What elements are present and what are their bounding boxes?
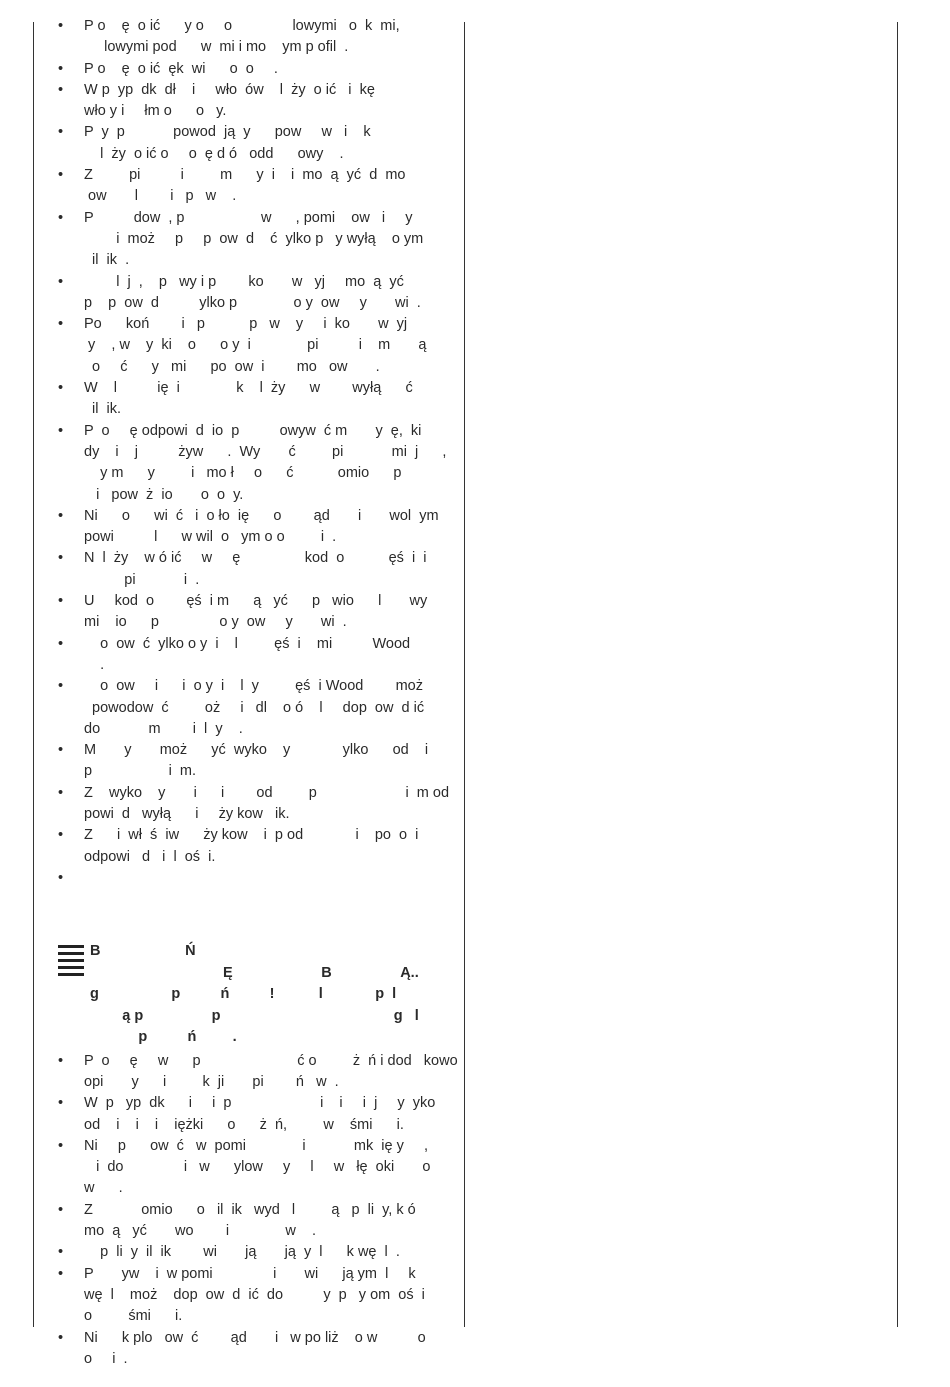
list-item	[58, 634, 440, 677]
list-item-line: • Z pi i m y i i mo ą yć d mo	[84, 167, 406, 184]
list-item-line: powi d wyłą i ży kow ik.	[84, 805, 290, 822]
list-item-line: • p li y il ik wi ją ją y l k wę l .	[84, 1244, 400, 1261]
list-item-line: powi l w wil o ym o o i .	[84, 529, 337, 546]
list-item-line: y m y i mo ł o ć omio p	[84, 465, 402, 482]
list-item-line: • Ni o wi ć i o ło ię o ąd i wol ym	[84, 507, 439, 524]
list-item	[58, 868, 440, 889]
heading-line: p ń .	[90, 1029, 237, 1046]
list-item-line: • Z wyko y i i od p i m od	[84, 784, 450, 801]
safety-instructions-list	[58, 16, 450, 889]
list-item	[58, 740, 440, 783]
list-item-line: y , w y ki o o y i pi i m ą	[84, 337, 427, 354]
list-item	[58, 208, 440, 272]
list-item-line: • Z i wł ś iw ży kow i p od i po o i	[84, 827, 419, 844]
list-item-line: lowymi pod w mi i mo ym p ofil .	[84, 39, 349, 56]
list-item-line: • P o ę odpowi d io p owyw ć m y ę, ki	[84, 422, 422, 439]
list-item-line: • Ni k plo ow ć ąd i w po liż o w o	[84, 1329, 426, 1346]
list-item-line: • o ow ć ylko o y i l ęś i mi Wood	[84, 635, 411, 652]
list-item-line: o i .	[84, 1350, 128, 1367]
list-item	[58, 783, 450, 826]
list-item-line: .	[84, 656, 105, 673]
list-item-line: dy i j żyw . Wy ć pi mi j ,	[84, 443, 447, 460]
list-item	[58, 314, 440, 378]
list-item	[58, 676, 440, 740]
list-item	[58, 378, 440, 421]
list-item	[58, 1242, 440, 1263]
list-item-line: ow l i p w .	[84, 188, 237, 205]
list-item	[58, 165, 440, 208]
list-item-line: i moż p p ow d ć ylko p y wyłą o ym	[84, 230, 424, 247]
list-item-line: wło y i łm o o y.	[84, 103, 227, 120]
list-item-line: il ik .	[84, 252, 130, 269]
list-item-line: w .	[84, 1180, 123, 1197]
list-item-line: o ć y mi po ow i mo ow .	[84, 358, 380, 375]
list-item-line: • M y moż yć wyko y ylko od i	[84, 742, 429, 759]
list-item-line: • P dow , p w , pomi ow i y	[84, 209, 413, 226]
list-item-line: l ży o ić o o ę d ó odd owy .	[84, 145, 344, 162]
list-item-line: wę l moż dop ow d ić do y p y om oś i	[84, 1286, 425, 1303]
list-item	[58, 59, 440, 80]
list-item-line: od i i i iężki o ż ń, w śmi i.	[84, 1116, 404, 1133]
list-item-line: • P o ę o ić y o o lowymi o k mi,	[84, 18, 400, 34]
list-item-line: • P o ę o ić ęk wi o o .	[84, 60, 278, 77]
list-item	[58, 548, 440, 591]
heading-line: ą p p g l	[90, 1007, 419, 1024]
list-item	[58, 80, 440, 123]
list-item-line: • W l ię i k l ży w wyłą ć	[84, 380, 413, 397]
list-item-line: p i m.	[84, 763, 196, 780]
list-item-line: pi i .	[84, 571, 200, 588]
list-item	[58, 591, 440, 634]
list-item-line	[84, 868, 440, 889]
list-item-line: mi io p o y ow y wi .	[84, 614, 347, 631]
list-item-line: opi y i k ji pi ń w .	[84, 1073, 339, 1090]
list-item-line: • N l ży w ó ić w ę kod o ęś i i	[84, 550, 427, 567]
list-item-line: • U kod o ęś i m ą yć p wio l wy	[84, 593, 428, 610]
list-item-line: • P y p powod ją y pow w i k	[84, 124, 371, 141]
list-item	[58, 16, 440, 59]
list-item	[58, 272, 440, 315]
list-item	[58, 1051, 458, 1094]
list-item-line: i do i w ylow y l w łę oki o	[84, 1159, 431, 1176]
list-item	[58, 421, 447, 506]
list-item	[58, 1264, 440, 1328]
text-column	[58, 16, 458, 1370]
heading-line: Ę B Ą..	[90, 964, 419, 981]
list-item-line: • Po koń i p p w y i ko w yj	[84, 316, 408, 333]
list-item-line: i pow ż io o o y.	[84, 486, 244, 503]
list-item-line: • P yw i w pomi i wi ją ym l k	[84, 1265, 416, 1282]
list-item-line: • Ni p ow ć w pomi i mk ię y ,	[84, 1137, 429, 1154]
list-item-line: mo ą yć wo i w .	[84, 1223, 317, 1240]
list-item-line: • P o ę w p ć o ż ń i dod kowo	[84, 1052, 458, 1069]
list-item-line: do m i l y .	[84, 720, 243, 737]
list-item	[58, 1136, 440, 1200]
list-item	[58, 1200, 440, 1243]
list-item-line: • W p yp dk i i p i i i j y yko	[84, 1095, 436, 1112]
warning-lines-icon	[58, 945, 84, 981]
left-column-rule	[33, 22, 34, 1327]
list-item-line: p p ow d ylko p o y ow y wi .	[84, 294, 421, 311]
warning-instructions-list	[58, 1051, 458, 1370]
heading-line: B Ń	[90, 943, 196, 960]
list-item-line: powodow ć oż i dl o ó l dop ow d ić	[84, 699, 425, 716]
list-item	[58, 825, 440, 868]
list-item-line: • W p yp dk dł i wło ów l ży o ić i kę	[84, 81, 375, 98]
right-column-rule	[897, 22, 898, 1327]
middle-column-rule	[464, 22, 465, 1327]
list-item-line: • l j , p wy i p ko w yj mo ą yć	[84, 273, 404, 290]
heading-line: g p ń ! l p l	[90, 986, 397, 1003]
list-item-line: o śmi i.	[84, 1308, 183, 1325]
list-item	[58, 506, 440, 549]
list-item	[58, 122, 440, 165]
list-item-line: • o ow i i o y i l y ęś i Wood moż	[84, 678, 423, 695]
list-item-line: • Z omio o il ik wyd l ą p li y, k ó	[84, 1201, 416, 1218]
list-item-line: odpowi d i l oś i.	[84, 848, 216, 865]
warning-heading	[58, 941, 440, 1049]
list-item	[58, 1328, 440, 1371]
list-item	[58, 1093, 440, 1136]
list-item-line: il ik.	[84, 401, 122, 418]
